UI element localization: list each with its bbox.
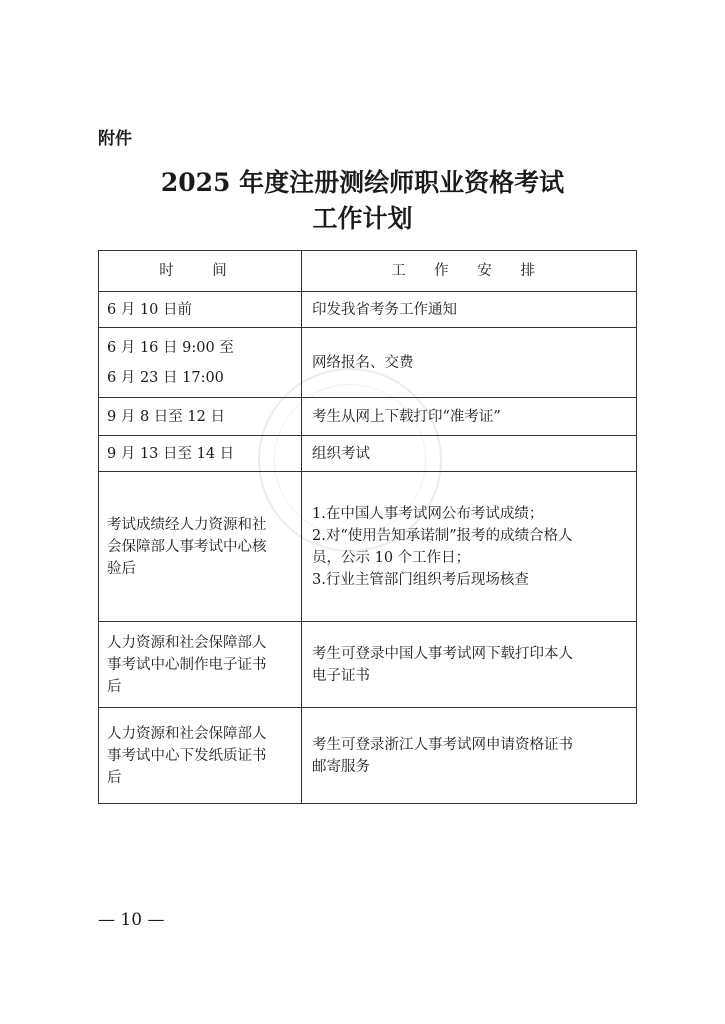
document-title-line2: 工作计划 [312, 204, 413, 233]
task-cell [302, 292, 637, 328]
task-line: 2.对“使用告知承诺制”报考的成绩合格人 [312, 527, 573, 544]
attachment-label: 附件 [98, 129, 132, 149]
task-cell [302, 708, 637, 804]
table-row [99, 328, 637, 398]
time-cell [99, 398, 302, 436]
table-row [99, 472, 637, 622]
time-cell [99, 472, 302, 622]
table-row [99, 622, 637, 708]
task-line: 邮寄服务 [312, 758, 370, 775]
task-line: 1.在中国人事考试网公布考试成绩； [312, 505, 544, 522]
task-line: 印发我省考务工作通知 [312, 301, 457, 318]
column-header-arrangement: 工 作 安 排 [302, 251, 637, 292]
task-line: 3.行业主管部门组织考后现场核查 [312, 571, 529, 588]
time-line: 9 月 8 日至 12 日 [107, 408, 225, 425]
table-row [99, 708, 637, 804]
time-cell [99, 436, 302, 472]
column-header-time: 时 间 [99, 251, 302, 292]
task-cell [302, 436, 637, 472]
task-cell [302, 472, 637, 622]
task-cell [302, 328, 637, 398]
work-plan-table [98, 250, 637, 804]
table-row [99, 436, 637, 472]
task-line: 考生可登录中国人事考试网下载打印本人 [312, 645, 573, 662]
time-line: 6 月 23 日 17:00 [107, 369, 224, 386]
task-cell [302, 622, 637, 708]
time-line: 事考试中心下发纸质证书 [107, 747, 267, 764]
task-line: 考生可登录浙江人事考试网申请资格证书 [312, 736, 573, 753]
table-header-row [99, 251, 637, 292]
task-cell [302, 398, 637, 436]
time-line: 6 月 10 日前 [107, 301, 193, 318]
time-line: 人力资源和社会保障部人 [107, 634, 267, 651]
time-cell [99, 292, 302, 328]
time-cell [99, 328, 302, 398]
time-line: 后 [107, 678, 122, 695]
page-number: — 10 — [98, 910, 165, 930]
table-row [99, 398, 637, 436]
task-line: 组织考试 [312, 445, 370, 462]
task-line: 员，公示 10 个工作日； [312, 549, 471, 566]
time-line: 考试成绩经人力资源和社 [107, 516, 267, 533]
task-line: 考生从网上下载打印“准考证” [312, 408, 501, 425]
time-line: 验后 [107, 560, 136, 577]
time-line: 事考试中心制作电子证书 [107, 656, 267, 673]
time-line: 人力资源和社会保障部人 [107, 725, 267, 742]
document-title-line1: 2025 年度注册测绘师职业资格考试 [160, 168, 565, 197]
time-line: 6 月 16 日 9:00 至 [107, 339, 234, 356]
time-line: 后 [107, 769, 122, 786]
task-line: 网络报名、交费 [312, 354, 414, 371]
time-cell [99, 622, 302, 708]
time-line: 9 月 13 日至 14 日 [107, 445, 235, 462]
time-cell [99, 708, 302, 804]
time-line: 会保障部人事考试中心核 [107, 538, 267, 555]
task-line: 电子证书 [312, 667, 370, 684]
table-row [99, 292, 637, 328]
